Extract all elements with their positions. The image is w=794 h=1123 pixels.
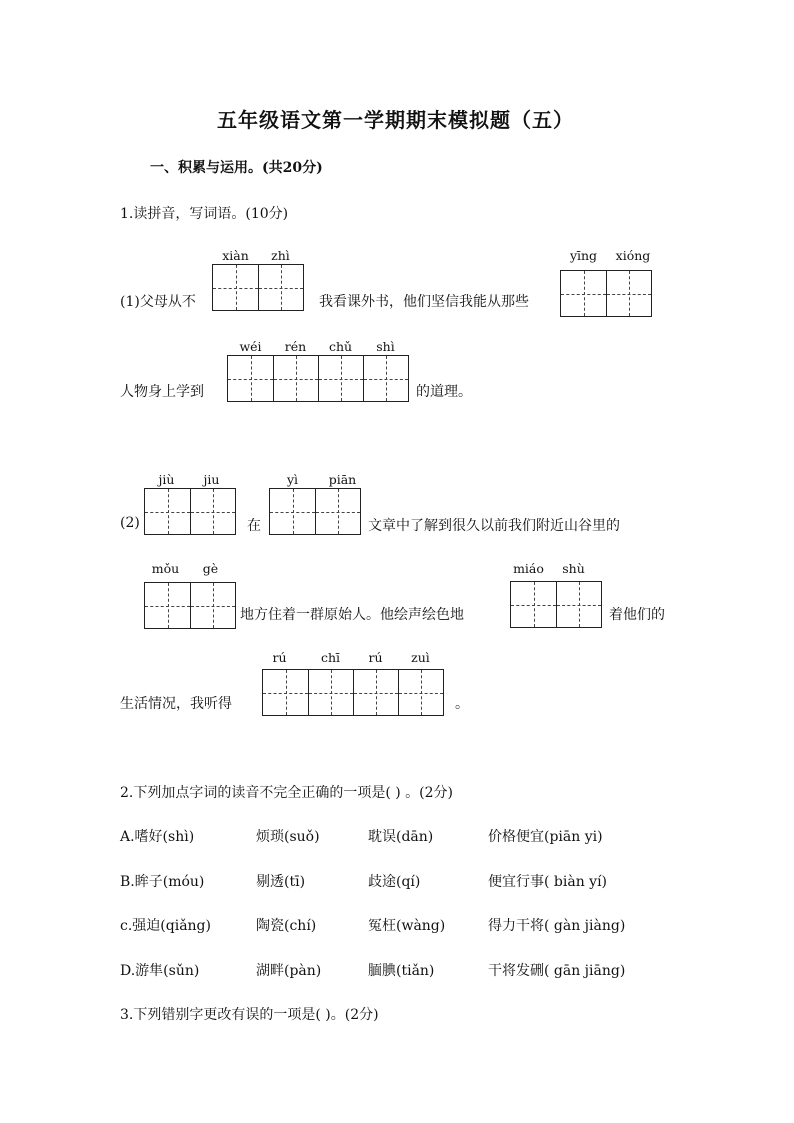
writing-grid-yipian[interactable] xyxy=(269,488,361,535)
sentence-1-part-c: 人物身上学到 xyxy=(120,384,204,400)
writing-grid-xianzhi[interactable] xyxy=(212,264,304,311)
option-d-item-4: 干将发硎( gān jiāng) xyxy=(488,963,626,979)
option-c-item-3: 冤枉(wàng) xyxy=(368,918,446,934)
pinyin-zui: zuì xyxy=(411,650,430,665)
option-b-item-2: 剔透(tī) xyxy=(256,874,306,890)
option-d-item-1: D.游隼(sǔn) xyxy=(120,963,200,979)
question-1-prompt: 1.读拼音，写词语。(10分) xyxy=(120,206,289,222)
pinyin-yi: yì xyxy=(286,472,299,487)
pinyin-chu: chǔ xyxy=(328,339,353,354)
question-2-prompt: 2.下列加点字词的读音不完全正确的一项是( ) 。(2分) xyxy=(120,785,454,801)
writing-grid-weirenchushi[interactable] xyxy=(227,355,409,402)
pinyin-chi: chī xyxy=(320,650,341,665)
pinyin-jiu2: jiu xyxy=(203,472,220,487)
pinyin-wei: wéi xyxy=(239,339,262,354)
option-b-item-4: 便宜行事( biàn yí) xyxy=(488,874,608,890)
pinyin-shu: shù xyxy=(562,561,585,576)
option-a-item-3: 耽误(dān) xyxy=(368,829,434,845)
option-b-item-3: 歧途(qí) xyxy=(368,874,421,890)
question-3-prompt: 3.下列错别字更改有误的一项是( )。(2分) xyxy=(120,1007,379,1023)
option-a-item-1: A.嗜好(shì) xyxy=(120,829,195,845)
sentence-2-part-b: 在 xyxy=(247,518,261,534)
sentence-2-part-a: (2) xyxy=(120,515,140,531)
section-heading: 一、积累与运用。(共20分) xyxy=(150,160,323,176)
pinyin-ge: gè xyxy=(202,561,219,576)
pinyin-shi: shì xyxy=(376,339,395,354)
writing-grid-miaoshu[interactable] xyxy=(510,581,602,628)
pinyin-ru1: rú xyxy=(272,650,287,665)
option-c-item-1: c.强迫(qiǎng) xyxy=(120,918,211,934)
writing-grid-jiujiu[interactable] xyxy=(144,488,236,535)
sentence-2-part-c: 文章中了解到很久以前我们附近山谷里的 xyxy=(368,518,620,534)
writing-grid-mouge[interactable] xyxy=(144,582,236,629)
option-b-item-1: B.眸子(móu) xyxy=(120,874,205,890)
pinyin-zhi: zhì xyxy=(271,248,290,263)
page-title: 五年级语文第一学期期末模拟题（五） xyxy=(217,108,574,132)
option-d-item-3: 腼腆(tiǎn) xyxy=(368,963,435,979)
option-a-item-4: 价格便宜(piān yi) xyxy=(488,829,603,845)
sentence-1-part-b: 我看课外书，他们坚信我能从那些 xyxy=(319,294,529,310)
pinyin-ru2: rú xyxy=(368,650,383,665)
pinyin-miao: miáo xyxy=(513,561,544,576)
pinyin-jiu1: jiù xyxy=(158,472,175,487)
sentence-2-part-g: 。 xyxy=(455,696,469,712)
option-c-item-2: 陶瓷(chí) xyxy=(256,918,317,934)
pinyin-ying: yīng xyxy=(569,248,598,263)
sentence-2-part-d: 地方住着一群原始人。他绘声绘色地 xyxy=(240,607,464,623)
sentence-1-part-a: (1)父母从不 xyxy=(120,294,196,310)
pinyin-mou: mǒu xyxy=(151,561,180,576)
pinyin-ren: rén xyxy=(284,339,307,354)
pinyin-xian: xiàn xyxy=(222,248,249,263)
pinyin-pian: piān xyxy=(328,472,357,487)
sentence-2-part-e: 着他们的 xyxy=(609,607,665,623)
writing-grid-yingxiong[interactable] xyxy=(560,270,652,317)
sentence-1-part-d: 的道理。 xyxy=(416,384,472,400)
option-c-item-4: 得力干将( gàn jiàng) xyxy=(488,918,626,934)
writing-grid-ruchiruzui[interactable] xyxy=(262,669,444,716)
pinyin-xiong: xióng xyxy=(615,248,651,263)
option-d-item-2: 湖畔(pàn) xyxy=(256,963,322,979)
option-a-item-2: 烦琐(suǒ) xyxy=(256,829,320,845)
sentence-2-part-f: 生活情况，我听得 xyxy=(120,696,232,712)
